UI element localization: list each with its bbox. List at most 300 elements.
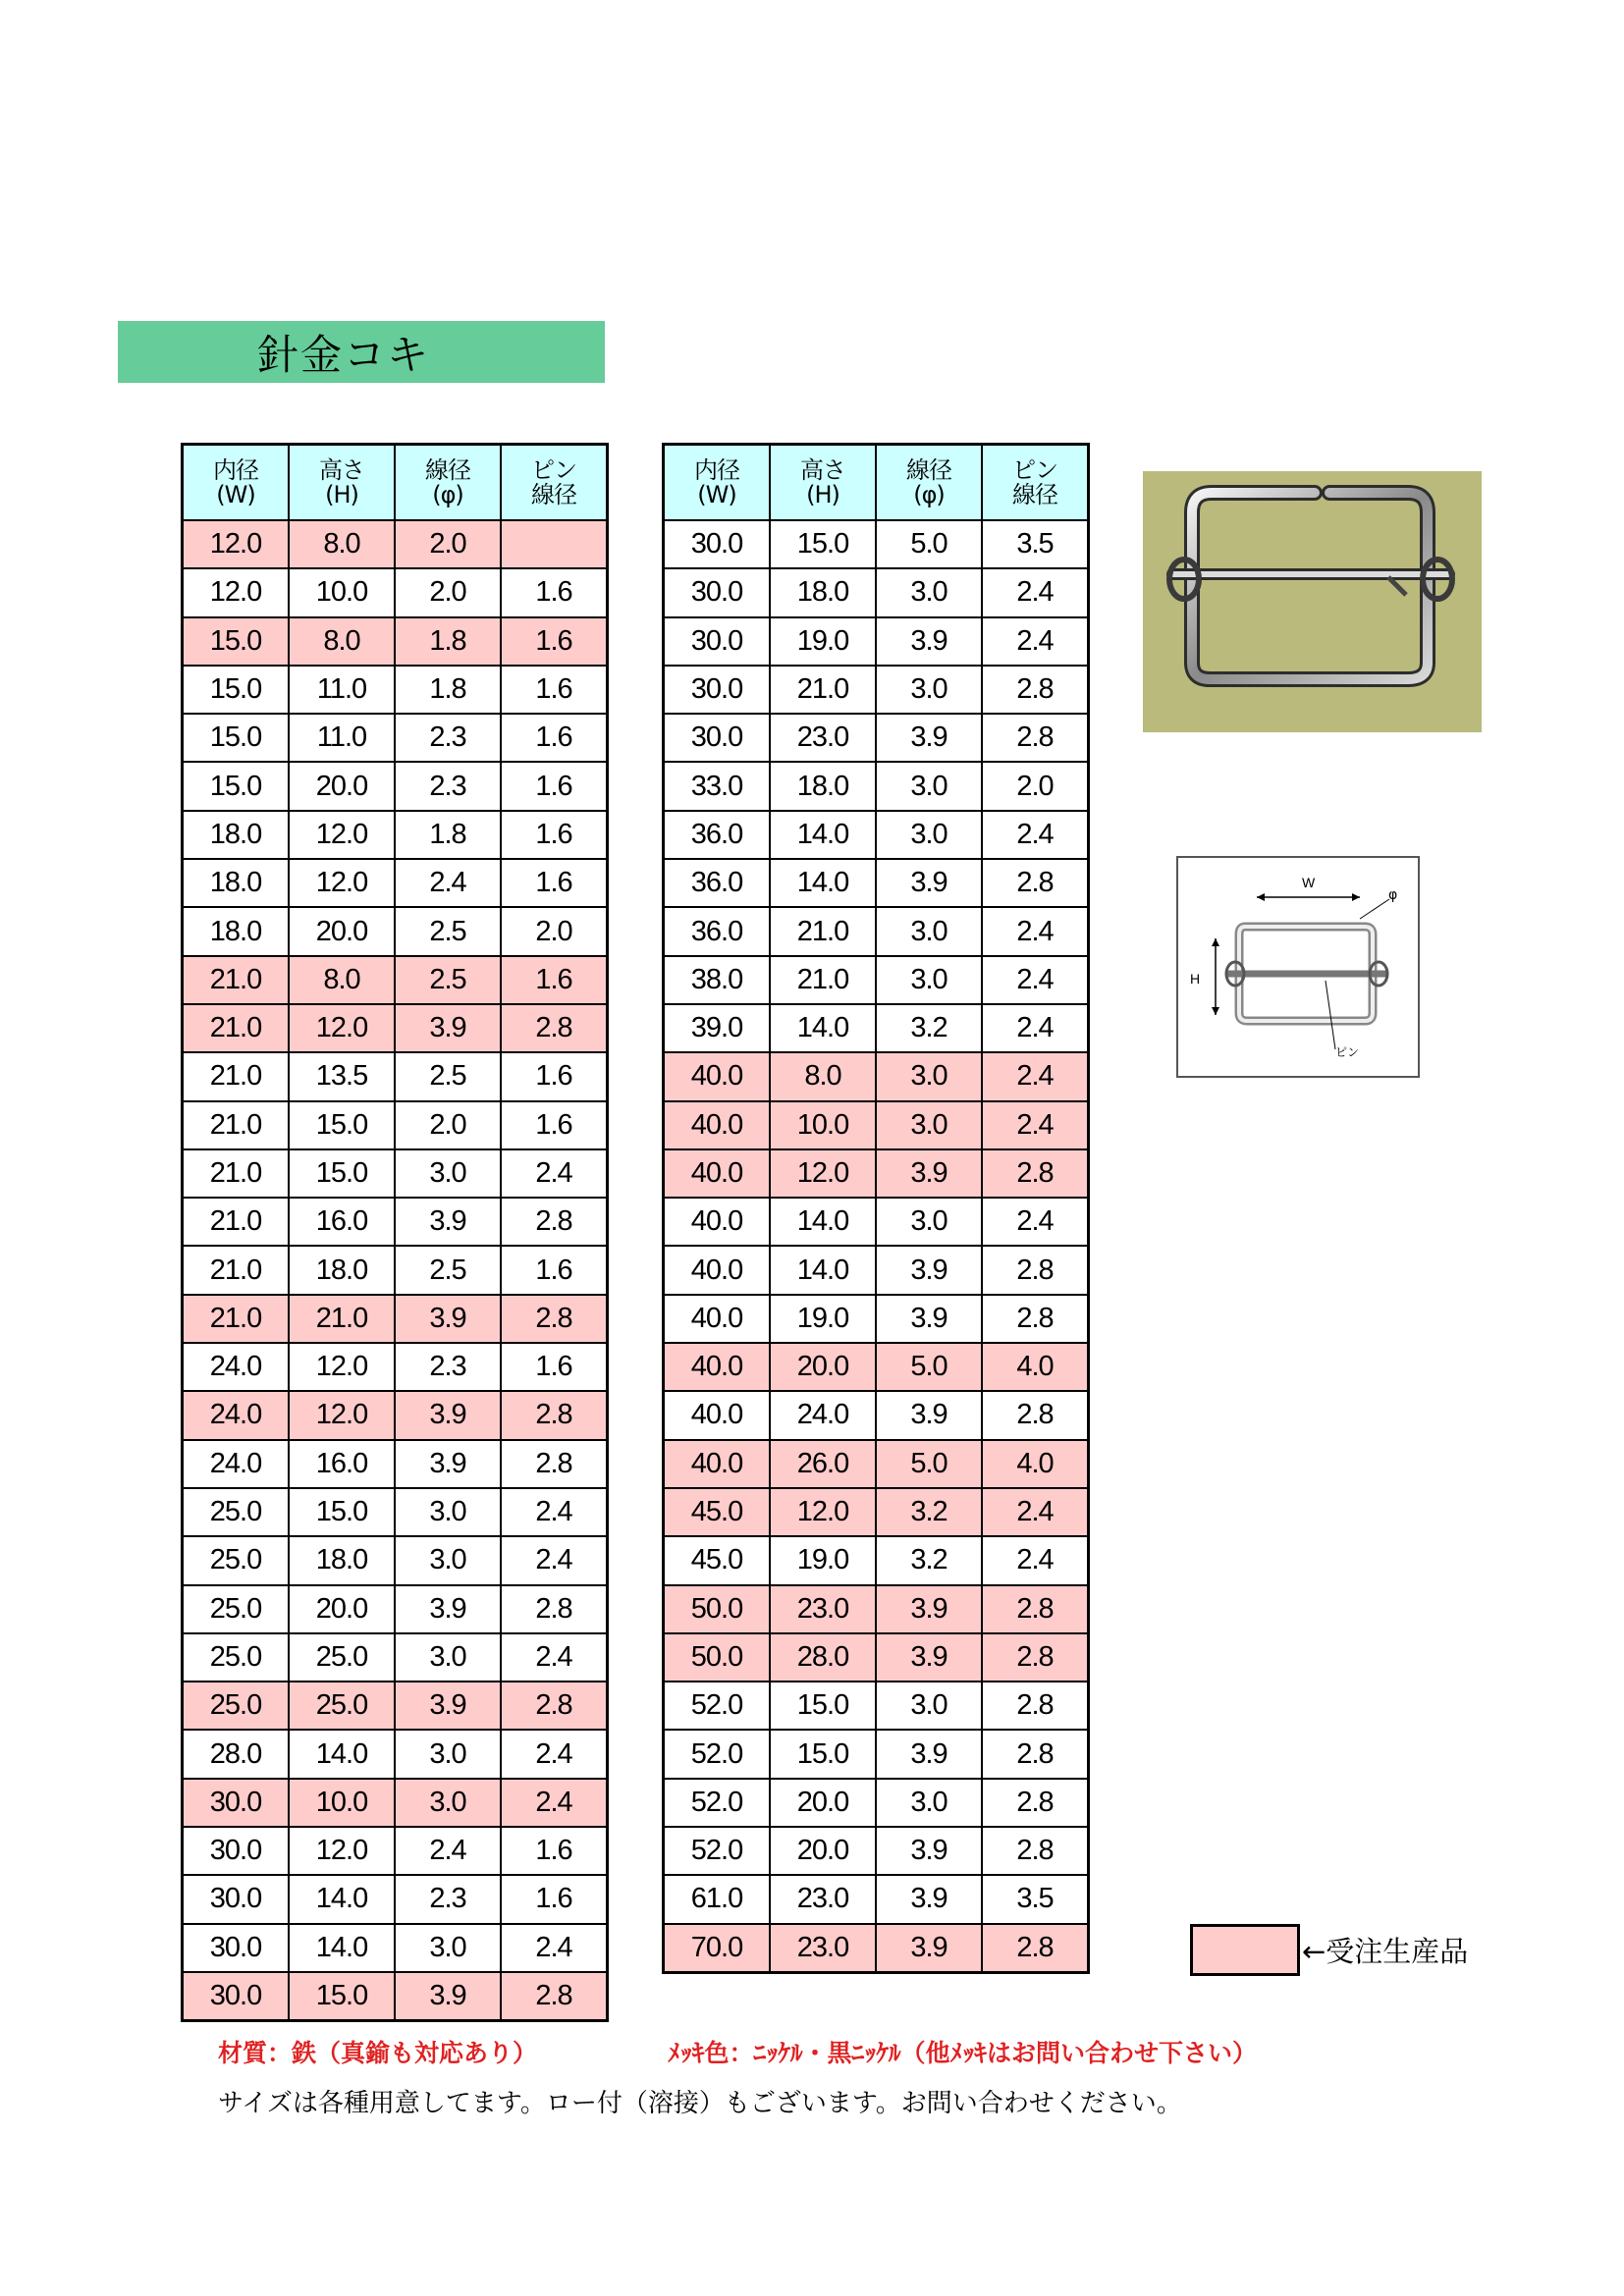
cell-inner-width: 40.0 [664, 1052, 771, 1100]
cell-inner-width: 15.0 [183, 666, 290, 714]
cell-wire-diameter: 2.5 [395, 1052, 501, 1100]
table-row [664, 666, 1089, 714]
header-label: 高さ (H) [800, 455, 845, 508]
cell-inner-width: 40.0 [664, 1101, 771, 1149]
cell-pin-diameter: 2.4 [982, 1101, 1089, 1149]
cell-inner-width: 25.0 [183, 1633, 290, 1682]
cell-inner-width: 18.0 [183, 907, 290, 955]
cell-wire-diameter: 3.9 [876, 1391, 982, 1439]
cell-inner-width: 40.0 [664, 1440, 771, 1488]
table-row [183, 520, 608, 568]
cell-inner-width: 30.0 [183, 1779, 290, 1827]
cell-wire-diameter: 2.5 [395, 907, 501, 955]
cell-wire-diameter: 3.0 [395, 1488, 501, 1536]
cell-height: 14.0 [770, 1246, 876, 1294]
cell-height: 8.0 [289, 956, 395, 1004]
cell-pin-diameter: 2.4 [501, 1924, 608, 1972]
cell-wire-diameter: 3.0 [876, 1779, 982, 1827]
cell-pin-diameter: 1.6 [501, 811, 608, 859]
table-row [183, 1972, 608, 2021]
cell-pin-diameter: 2.8 [982, 1585, 1089, 1633]
phi-label: φ [1388, 887, 1398, 903]
cell-wire-diameter: 3.9 [395, 1295, 501, 1343]
cell-pin-diameter: 1.6 [501, 859, 608, 907]
cell-inner-width: 30.0 [183, 1875, 290, 1923]
cell-height: 28.0 [770, 1633, 876, 1682]
table-row [664, 1827, 1089, 1875]
table-row [183, 714, 608, 762]
cell-wire-diameter: 1.8 [395, 666, 501, 714]
cell-wire-diameter: 3.9 [395, 1972, 501, 2021]
cell-pin-diameter: 1.6 [501, 762, 608, 810]
cell-height: 12.0 [289, 811, 395, 859]
cell-height: 20.0 [770, 1779, 876, 1827]
table-row [664, 762, 1089, 810]
cell-inner-width: 21.0 [183, 1004, 290, 1052]
cell-height: 14.0 [289, 1924, 395, 1972]
cell-wire-diameter: 2.0 [395, 520, 501, 568]
cell-wire-diameter: 1.8 [395, 617, 501, 666]
table-row [664, 1488, 1089, 1536]
cell-pin-diameter: 2.8 [501, 1972, 608, 2021]
table-row [183, 1779, 608, 1827]
cell-height: 14.0 [770, 1198, 876, 1246]
cell-wire-diameter: 2.0 [395, 568, 501, 616]
table-row [183, 1875, 608, 1923]
cell-inner-width: 30.0 [664, 666, 771, 714]
cell-wire-diameter: 3.0 [876, 568, 982, 616]
cell-inner-width: 24.0 [183, 1343, 290, 1391]
cell-height: 10.0 [289, 1779, 395, 1827]
table-row [664, 1246, 1089, 1294]
header-label: 内径 (W) [694, 455, 739, 508]
cell-pin-diameter: 2.4 [982, 1536, 1089, 1584]
legend-swatch [1190, 1924, 1300, 1976]
cell-inner-width: 18.0 [183, 811, 290, 859]
cell-height: 13.5 [289, 1052, 395, 1100]
header-wire-diameter [876, 445, 982, 521]
cell-wire-diameter: 3.9 [876, 1875, 982, 1923]
cell-height: 18.0 [770, 762, 876, 810]
cell-pin-diameter: 2.8 [982, 1682, 1089, 1730]
table-row [183, 1488, 608, 1536]
table-row [664, 1875, 1089, 1923]
table-row [183, 1633, 608, 1682]
cell-inner-width: 30.0 [183, 1827, 290, 1875]
cell-height: 21.0 [770, 666, 876, 714]
table-row [183, 568, 608, 616]
cell-inner-width: 30.0 [183, 1924, 290, 1972]
cell-inner-width: 24.0 [183, 1391, 290, 1439]
table-row [183, 859, 608, 907]
cell-wire-diameter: 3.9 [876, 859, 982, 907]
cell-wire-diameter: 3.9 [876, 1149, 982, 1198]
cell-height: 23.0 [770, 1924, 876, 1973]
header-inner-width [183, 445, 290, 521]
cell-wire-diameter: 3.0 [876, 1101, 982, 1149]
table-row [664, 1585, 1089, 1633]
table-row [664, 1633, 1089, 1682]
cell-pin-diameter: 2.4 [501, 1779, 608, 1827]
cell-inner-width: 21.0 [183, 1052, 290, 1100]
cell-pin-diameter: 2.8 [982, 1391, 1089, 1439]
dimension-diagram [1176, 856, 1420, 1078]
cell-height: 19.0 [770, 1536, 876, 1584]
cell-height: 11.0 [289, 666, 395, 714]
cell-wire-diameter: 2.3 [395, 1875, 501, 1923]
cell-wire-diameter: 5.0 [876, 520, 982, 568]
cell-pin-diameter: 1.6 [501, 714, 608, 762]
cell-wire-diameter: 3.0 [876, 811, 982, 859]
cell-inner-width: 21.0 [183, 1101, 290, 1149]
table-row [183, 762, 608, 810]
cell-pin-diameter: 2.0 [982, 762, 1089, 810]
header-inner-width [664, 445, 771, 521]
buckle-diagram-graphic [1178, 858, 1418, 1076]
table-row [183, 1536, 608, 1584]
table-row [183, 1682, 608, 1730]
cell-inner-width: 15.0 [183, 762, 290, 810]
cell-height: 12.0 [770, 1488, 876, 1536]
table-row [664, 1536, 1089, 1584]
cell-pin-diameter: 4.0 [982, 1440, 1089, 1488]
cell-inner-width: 36.0 [664, 811, 771, 859]
cell-height: 14.0 [289, 1730, 395, 1778]
cell-wire-diameter: 3.0 [876, 1682, 982, 1730]
header-pin-diameter [501, 445, 608, 521]
cell-inner-width: 30.0 [664, 520, 771, 568]
cell-pin-diameter: 1.6 [501, 617, 608, 666]
cell-pin-diameter: 2.4 [982, 1052, 1089, 1100]
cell-wire-diameter: 3.0 [395, 1924, 501, 1972]
cell-wire-diameter: 2.3 [395, 762, 501, 810]
cell-height: 23.0 [770, 1875, 876, 1923]
pin-label: ピン [1335, 1045, 1360, 1059]
cell-inner-width: 12.0 [183, 520, 290, 568]
cell-pin-diameter: 2.4 [982, 1004, 1089, 1052]
header-label: 内径 (W) [213, 455, 258, 508]
table-row [183, 1101, 608, 1149]
cell-pin-diameter: 1.6 [501, 568, 608, 616]
header-label: 線径 (φ) [906, 455, 951, 508]
cell-pin-diameter: 3.5 [982, 1875, 1089, 1923]
cell-height: 25.0 [289, 1633, 395, 1682]
cell-wire-diameter: 3.9 [395, 1440, 501, 1488]
table-row [183, 1295, 608, 1343]
cell-wire-diameter: 1.8 [395, 811, 501, 859]
table-row [183, 1004, 608, 1052]
cell-pin-diameter: 2.4 [982, 956, 1089, 1004]
cell-inner-width: 40.0 [664, 1343, 771, 1391]
cell-wire-diameter: 2.0 [395, 1101, 501, 1149]
cell-inner-width: 21.0 [183, 1246, 290, 1294]
cell-height: 14.0 [770, 859, 876, 907]
cell-wire-diameter: 3.0 [876, 1198, 982, 1246]
cell-height: 12.0 [289, 1827, 395, 1875]
cell-height: 18.0 [289, 1536, 395, 1584]
cell-inner-width: 25.0 [183, 1488, 290, 1536]
cell-inner-width: 25.0 [183, 1585, 290, 1633]
cell-height: 15.0 [289, 1101, 395, 1149]
cell-inner-width: 25.0 [183, 1536, 290, 1584]
material-note: 材質：鉄（真鍮も対応あり） [218, 2039, 538, 2067]
cell-height: 19.0 [770, 617, 876, 666]
cell-pin-diameter [501, 520, 608, 568]
cell-wire-diameter: 3.9 [395, 1198, 501, 1246]
table-row [664, 956, 1089, 1004]
cell-wire-diameter: 2.3 [395, 1343, 501, 1391]
table-row [183, 907, 608, 955]
table-row [664, 907, 1089, 955]
table-row [183, 1149, 608, 1198]
cell-pin-diameter: 2.0 [501, 907, 608, 955]
cell-pin-diameter: 2.8 [501, 1004, 608, 1052]
table-row [183, 1924, 608, 1972]
cell-inner-width: 52.0 [664, 1779, 771, 1827]
cell-inner-width: 40.0 [664, 1198, 771, 1246]
cell-pin-diameter: 1.6 [501, 1101, 608, 1149]
cell-inner-width: 40.0 [664, 1246, 771, 1294]
cell-wire-diameter: 2.3 [395, 714, 501, 762]
table-row [183, 1440, 608, 1488]
cell-height: 12.0 [289, 1004, 395, 1052]
footer-note: サイズは各種用意してます。ロー付（溶接）もございます。お問い合わせください。 [218, 2089, 1182, 2118]
h-label: H [1190, 971, 1201, 987]
cell-wire-diameter: 3.9 [395, 1391, 501, 1439]
cell-pin-diameter: 2.8 [982, 1779, 1089, 1827]
cell-wire-diameter: 3.0 [395, 1779, 501, 1827]
cell-pin-diameter: 2.4 [982, 617, 1089, 666]
cell-height: 20.0 [289, 1585, 395, 1633]
cell-wire-diameter: 3.0 [395, 1149, 501, 1198]
cell-height: 12.0 [289, 859, 395, 907]
cell-height: 12.0 [289, 1391, 395, 1439]
cell-wire-diameter: 2.5 [395, 956, 501, 1004]
cell-wire-diameter: 3.9 [876, 617, 982, 666]
cell-height: 15.0 [770, 1730, 876, 1778]
cell-height: 20.0 [289, 907, 395, 955]
cell-wire-diameter: 3.9 [876, 1246, 982, 1294]
cell-height: 19.0 [770, 1295, 876, 1343]
cell-inner-width: 50.0 [664, 1585, 771, 1633]
cell-pin-diameter: 1.6 [501, 666, 608, 714]
cell-pin-diameter: 2.8 [501, 1391, 608, 1439]
cell-inner-width: 36.0 [664, 859, 771, 907]
cell-height: 14.0 [770, 811, 876, 859]
cell-pin-diameter: 2.8 [982, 1730, 1089, 1778]
cell-pin-diameter: 2.8 [982, 859, 1089, 907]
table-row [183, 1391, 608, 1439]
cell-wire-diameter: 3.9 [876, 1827, 982, 1875]
cell-wire-diameter: 3.2 [876, 1004, 982, 1052]
spec-table-right [662, 443, 1090, 1974]
table-row [664, 1198, 1089, 1246]
plating-note: ﾒｯｷ色：ﾆｯｹﾙ・黒ﾆｯｹﾙ（他ﾒｯｷはお問い合わせ下さい） [668, 2039, 1258, 2067]
cell-inner-width: 30.0 [664, 617, 771, 666]
table-row [183, 1052, 608, 1100]
cell-inner-width: 25.0 [183, 1682, 290, 1730]
cell-pin-diameter: 2.4 [501, 1149, 608, 1198]
table-row [183, 666, 608, 714]
cell-wire-diameter: 3.9 [876, 714, 982, 762]
table-row [664, 1101, 1089, 1149]
cell-height: 26.0 [770, 1440, 876, 1488]
cell-pin-diameter: 2.4 [982, 1488, 1089, 1536]
cell-inner-width: 70.0 [664, 1924, 771, 1973]
cell-pin-diameter: 2.8 [982, 1827, 1089, 1875]
table-row [664, 1343, 1089, 1391]
table-row [664, 1682, 1089, 1730]
table-row [183, 1730, 608, 1778]
header-label: 高さ (H) [319, 455, 364, 508]
cell-wire-diameter: 3.2 [876, 1488, 982, 1536]
cell-inner-width: 40.0 [664, 1149, 771, 1198]
cell-pin-diameter: 2.8 [982, 1633, 1089, 1682]
header-height [289, 445, 395, 521]
cell-wire-diameter: 3.0 [876, 907, 982, 955]
cell-wire-diameter: 2.4 [395, 1827, 501, 1875]
cell-height: 24.0 [770, 1391, 876, 1439]
cell-pin-diameter: 2.4 [982, 907, 1089, 955]
cell-wire-diameter: 3.2 [876, 1536, 982, 1584]
cell-inner-width: 21.0 [183, 1149, 290, 1198]
cell-pin-diameter: 2.8 [501, 1295, 608, 1343]
spec-table-left [181, 443, 609, 2022]
cell-inner-width: 24.0 [183, 1440, 290, 1488]
cell-pin-diameter: 3.5 [982, 520, 1089, 568]
cell-wire-diameter: 3.0 [395, 1730, 501, 1778]
cell-inner-width: 52.0 [664, 1827, 771, 1875]
cell-height: 10.0 [770, 1101, 876, 1149]
table-row [183, 1246, 608, 1294]
cell-wire-diameter: 3.9 [876, 1295, 982, 1343]
cell-pin-diameter: 2.4 [501, 1536, 608, 1584]
cell-height: 12.0 [770, 1149, 876, 1198]
table-row [664, 617, 1089, 666]
cell-height: 20.0 [770, 1827, 876, 1875]
cell-inner-width: 12.0 [183, 568, 290, 616]
cell-inner-width: 39.0 [664, 1004, 771, 1052]
cell-wire-diameter: 5.0 [876, 1440, 982, 1488]
cell-wire-diameter: 3.0 [876, 1052, 982, 1100]
cell-inner-width: 30.0 [183, 1972, 290, 2021]
table-row [664, 811, 1089, 859]
table-row [664, 1052, 1089, 1100]
table-row [183, 1827, 608, 1875]
cell-wire-diameter: 3.9 [395, 1585, 501, 1633]
cell-pin-diameter: 2.8 [982, 1295, 1089, 1343]
cell-inner-width: 36.0 [664, 907, 771, 955]
table-row [664, 1295, 1089, 1343]
cell-pin-diameter: 1.6 [501, 1875, 608, 1923]
cell-pin-diameter: 2.8 [501, 1585, 608, 1633]
cell-height: 15.0 [289, 1972, 395, 2021]
cell-inner-width: 21.0 [183, 1295, 290, 1343]
cell-inner-width: 45.0 [664, 1536, 771, 1584]
cell-height: 8.0 [289, 617, 395, 666]
cell-pin-diameter: 2.4 [501, 1730, 608, 1778]
cell-height: 23.0 [770, 1585, 876, 1633]
table-row [183, 1198, 608, 1246]
cell-inner-width: 15.0 [183, 617, 290, 666]
cell-wire-diameter: 3.9 [395, 1004, 501, 1052]
cell-inner-width: 52.0 [664, 1682, 771, 1730]
cell-pin-diameter: 2.8 [982, 1924, 1089, 1973]
cell-pin-diameter: 1.6 [501, 1052, 608, 1100]
cell-height: 10.0 [289, 568, 395, 616]
cell-inner-width: 30.0 [664, 714, 771, 762]
cell-wire-diameter: 3.9 [395, 1682, 501, 1730]
cell-height: 21.0 [770, 956, 876, 1004]
table-row [664, 1391, 1089, 1439]
cell-inner-width: 50.0 [664, 1633, 771, 1682]
cell-wire-diameter: 3.9 [876, 1633, 982, 1682]
title-banner [118, 321, 605, 383]
cell-wire-diameter: 2.5 [395, 1246, 501, 1294]
cell-height: 8.0 [770, 1052, 876, 1100]
cell-pin-diameter: 2.8 [982, 714, 1089, 762]
table-row [664, 568, 1089, 616]
table-header-row [664, 445, 1089, 521]
table-row [664, 1924, 1089, 1973]
cell-inner-width: 30.0 [664, 568, 771, 616]
table-row [183, 617, 608, 666]
cell-inner-width: 21.0 [183, 1198, 290, 1246]
cell-pin-diameter: 2.4 [982, 1198, 1089, 1246]
table-row [664, 1004, 1089, 1052]
cell-inner-width: 21.0 [183, 956, 290, 1004]
cell-height: 25.0 [289, 1682, 395, 1730]
cell-height: 18.0 [289, 1246, 395, 1294]
cell-height: 20.0 [770, 1343, 876, 1391]
cell-inner-width: 33.0 [664, 762, 771, 810]
table-row [664, 1149, 1089, 1198]
cell-height: 20.0 [289, 762, 395, 810]
header-height [770, 445, 876, 521]
cell-height: 15.0 [289, 1149, 395, 1198]
header-label: 線径 (φ) [425, 455, 470, 508]
cell-height: 14.0 [289, 1875, 395, 1923]
cell-height: 16.0 [289, 1440, 395, 1488]
cell-height: 15.0 [770, 1682, 876, 1730]
cell-pin-diameter: 1.6 [501, 1343, 608, 1391]
legend-label: ←受注生産品 [1302, 1935, 1469, 1968]
table-row [664, 1779, 1089, 1827]
cell-pin-diameter: 2.4 [501, 1488, 608, 1536]
cell-height: 11.0 [289, 714, 395, 762]
table-row [183, 1585, 608, 1633]
cell-wire-diameter: 3.0 [876, 666, 982, 714]
cell-pin-diameter: 2.8 [982, 666, 1089, 714]
header-pin-diameter [982, 445, 1089, 521]
table-row [664, 714, 1089, 762]
cell-wire-diameter: 5.0 [876, 1343, 982, 1391]
header-wire-diameter [395, 445, 501, 521]
table-header-row [183, 445, 608, 521]
cell-height: 15.0 [770, 520, 876, 568]
table-row [664, 859, 1089, 907]
cell-pin-diameter: 2.4 [501, 1633, 608, 1682]
table-row [183, 811, 608, 859]
cell-height: 18.0 [770, 568, 876, 616]
table-row [664, 1730, 1089, 1778]
cell-height: 8.0 [289, 520, 395, 568]
cell-height: 23.0 [770, 714, 876, 762]
cell-wire-diameter: 3.0 [395, 1536, 501, 1584]
cell-wire-diameter: 3.0 [876, 956, 982, 1004]
cell-pin-diameter: 2.4 [982, 568, 1089, 616]
table-row [664, 1440, 1089, 1488]
